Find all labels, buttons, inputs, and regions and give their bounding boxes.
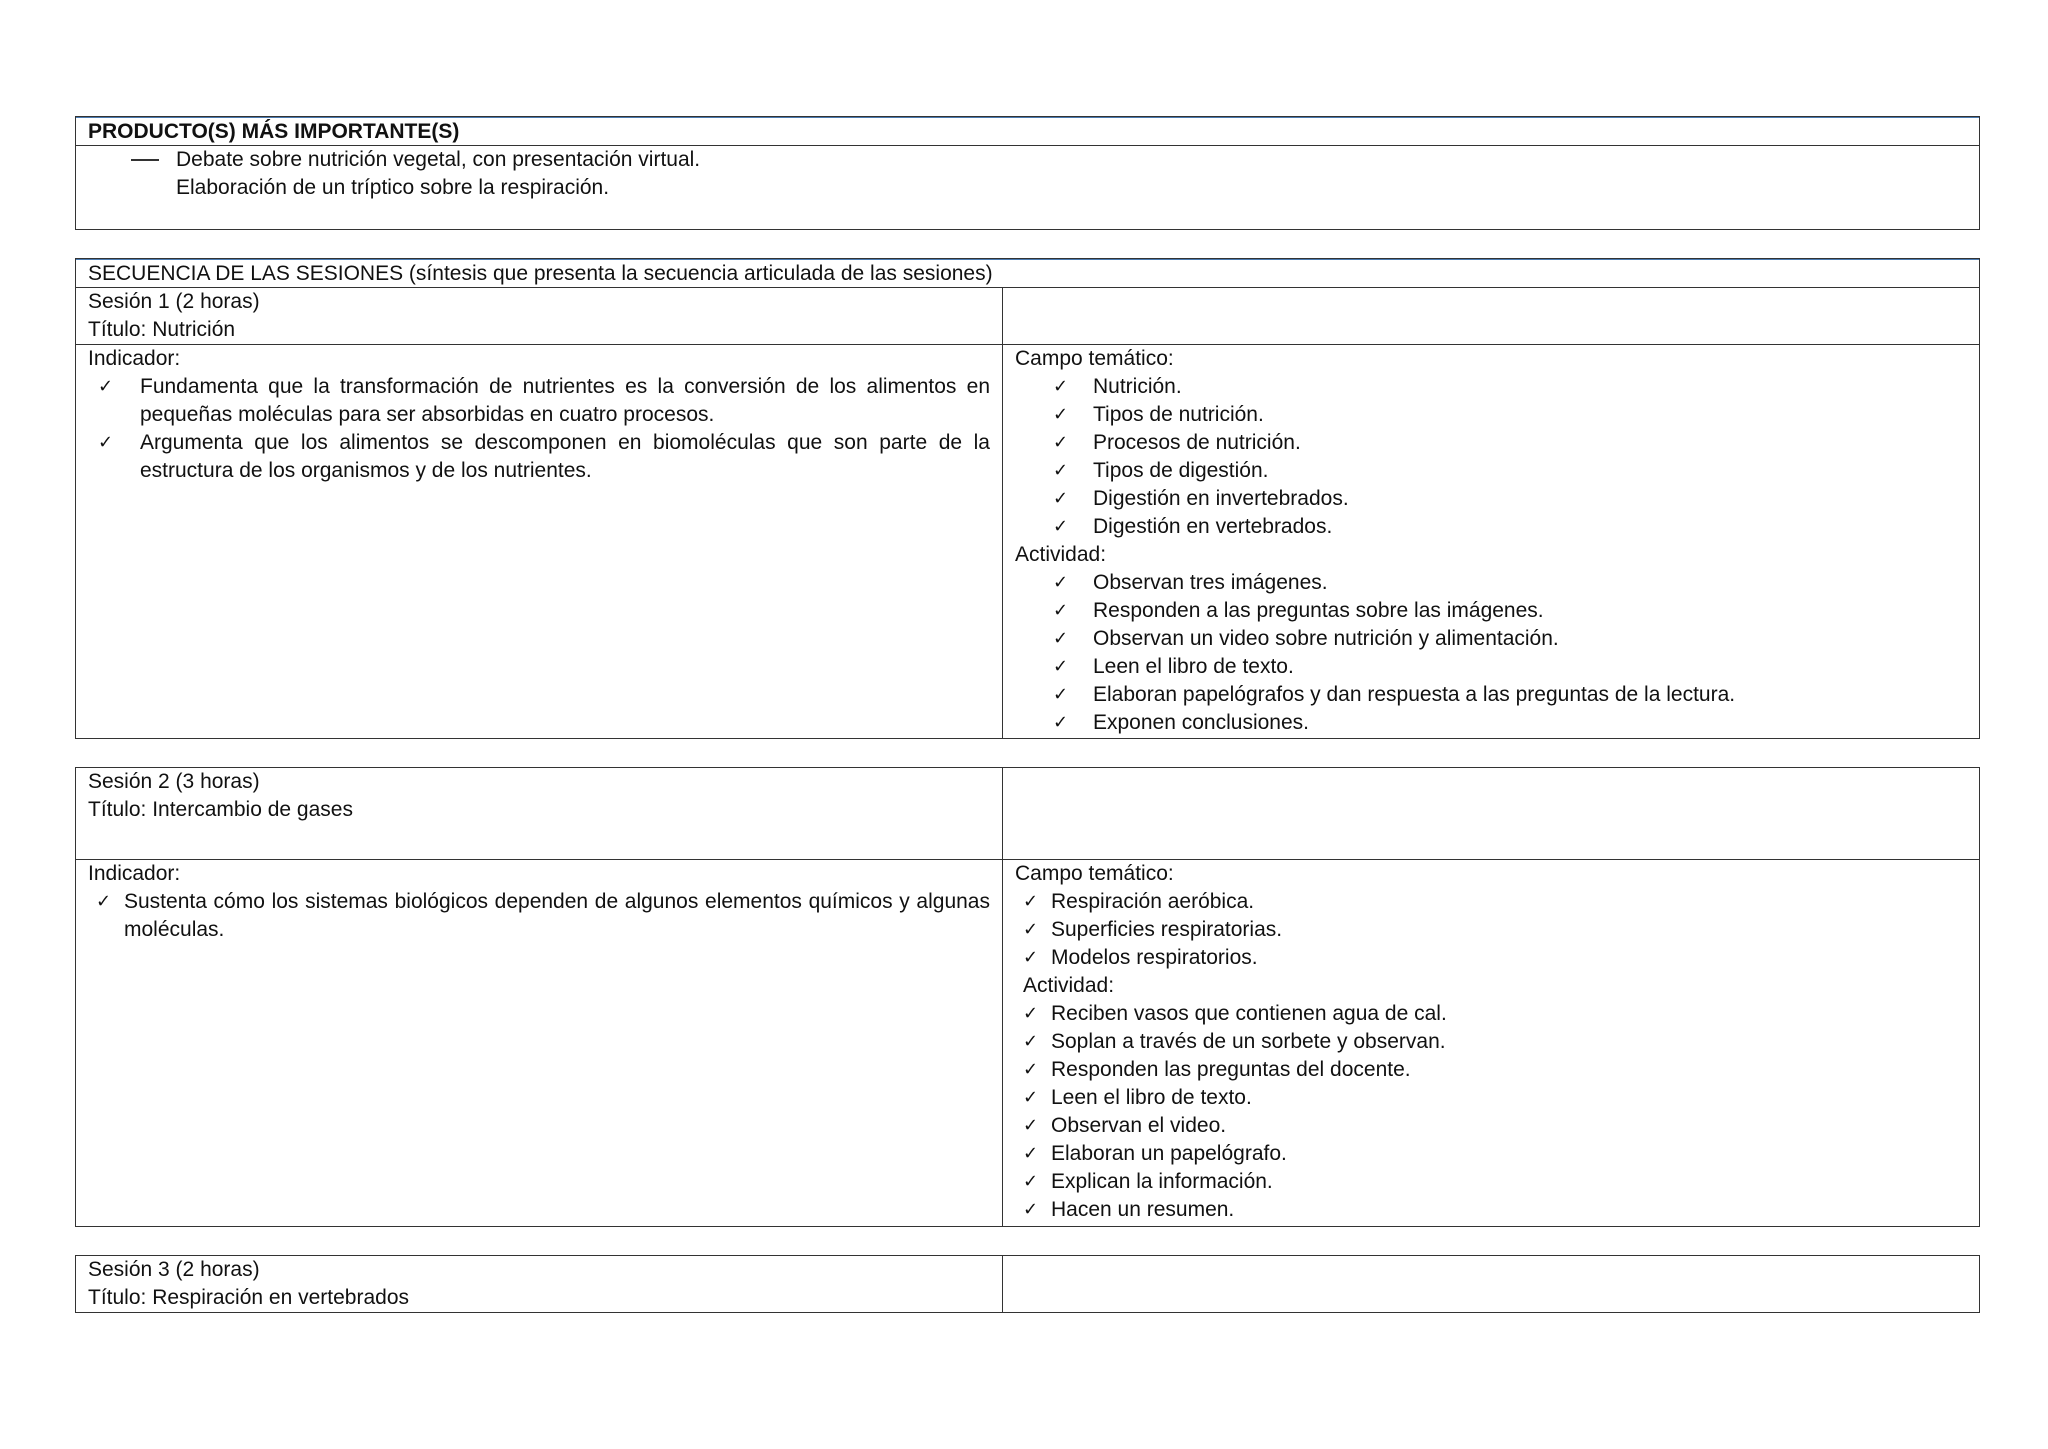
check-icon: ✓	[98, 376, 114, 397]
check-icon: ✓	[1023, 1031, 1039, 1052]
session-subtitle: Título: Intercambio de gases	[88, 798, 353, 821]
actividad-list	[1015, 1000, 1967, 1224]
list-item: ✓ Reciben vasos que contienen agua de cal.	[1015, 1000, 1967, 1028]
list-item: ✓ Elaboran un papelógrafo.	[1015, 1140, 1967, 1168]
sesion3-title-cell	[76, 1256, 1003, 1312]
check-icon: ✓	[1053, 712, 1069, 733]
empty-cell	[1003, 1256, 1979, 1312]
empty-cell	[1003, 288, 1979, 344]
dash-bullet-icon	[131, 159, 159, 161]
campo-cell	[1003, 345, 1979, 738]
indicador-list	[88, 888, 990, 944]
check-icon: ✓	[1023, 891, 1039, 912]
productos-table	[75, 116, 1980, 230]
sesion2-table	[75, 767, 1980, 1227]
check-icon: ✓	[1053, 656, 1069, 677]
campo-label: Campo temático:	[1015, 347, 1174, 370]
list-item: ✓ Tipos de nutrición.	[1015, 401, 1967, 429]
list-item: ✓ Observan el video.	[1015, 1112, 1967, 1140]
check-icon: ✓	[1023, 1199, 1039, 1220]
sesion2-title-cell	[76, 768, 1003, 859]
list-item: ✓ Argumenta que los alimentos se descomponen en biomoléculas que son parte de la estructura de los organismos y de los nutrientes.	[98, 431, 990, 482]
sesion2-content-row	[76, 859, 1979, 1226]
check-icon: ✓	[1053, 600, 1069, 621]
indicador-list	[88, 373, 990, 485]
productos-item: Debate sobre nutrición vegetal, con presentación virtual.	[76, 146, 1979, 174]
check-icon: ✓	[1053, 460, 1069, 481]
campo-list	[1015, 373, 1967, 541]
list-item: ✓ Explican la información.	[1015, 1168, 1967, 1196]
check-icon: ✓	[1053, 432, 1069, 453]
check-icon: ✓	[1053, 404, 1069, 425]
check-icon: ✓	[1023, 947, 1039, 968]
indicador-cell	[76, 345, 1003, 738]
list-item: ✓ Observan un video sobre nutrición y alimentación.	[1015, 625, 1967, 653]
productos-header: PRODUCTO(S) MÁS IMPORTANTE(S)	[76, 117, 1979, 146]
session-title: Sesión 1 (2 horas)	[88, 290, 260, 313]
actividad-label: Actividad:	[1023, 974, 1115, 997]
list-item: ✓ Responden a las preguntas sobre las imágenes.	[1015, 597, 1967, 625]
list-item: ✓ Nutrición.	[1015, 373, 1967, 401]
check-icon: ✓	[1053, 684, 1069, 705]
indicador-label: Indicador:	[88, 347, 181, 370]
check-icon: ✓	[1053, 516, 1069, 537]
sesion3-table	[75, 1255, 1980, 1313]
check-icon: ✓	[1053, 376, 1069, 397]
list-item: ✓ Digestión en invertebrados.	[1015, 485, 1967, 513]
session-subtitle: Título: Respiración en vertebrados	[88, 1286, 409, 1309]
productos-body	[76, 146, 1979, 229]
session-title: Sesión 2 (3 horas)	[88, 770, 260, 793]
secuencia-header: SECUENCIA DE LAS SESIONES (síntesis que presenta la secuencia articulada de las sesiones)	[76, 259, 1979, 288]
check-icon: ✓	[1023, 1003, 1039, 1024]
indicador-label: Indicador:	[88, 862, 181, 885]
session-title: Sesión 3 (2 horas)	[88, 1258, 260, 1281]
campo-cell	[1003, 860, 1979, 1226]
list-item: ✓ Leen el libro de texto.	[1015, 1084, 1967, 1112]
check-icon: ✓	[1023, 919, 1039, 940]
sesion2-title-row	[76, 768, 1979, 859]
list-item: ✓ Observan tres imágenes.	[1015, 569, 1967, 597]
sesion1-content-row	[76, 344, 1979, 738]
check-icon: ✓	[1053, 572, 1069, 593]
empty-cell	[1003, 768, 1979, 859]
check-icon: ✓	[1023, 1143, 1039, 1164]
check-icon: ✓	[1023, 1087, 1039, 1108]
campo-list	[1015, 888, 1967, 972]
list-item: ✓ Procesos de nutrición.	[1015, 429, 1967, 457]
list-item: ✓ Tipos de digestión.	[1015, 457, 1967, 485]
campo-label: Campo temático:	[1015, 862, 1174, 885]
sesion1-table	[75, 258, 1980, 739]
list-item: ✓ Responden las preguntas del docente.	[1015, 1056, 1967, 1084]
sesion1-title-cell	[76, 288, 1003, 344]
check-icon: ✓	[1023, 1059, 1039, 1080]
list-item: ✓ Modelos respiratorios.	[1015, 944, 1967, 972]
sesion3-title-row	[76, 1256, 1979, 1312]
list-item: ✓ Hacen un resumen.	[1015, 1196, 1967, 1224]
productos-item: Elaboración de un tríptico sobre la respiración.	[176, 176, 610, 199]
list-item: ✓ Leen el libro de texto.	[1015, 653, 1967, 681]
actividad-list	[1015, 569, 1967, 737]
list-item: ✓ Elaboran papelógrafos y dan respuesta a las preguntas de la lectura.	[1015, 681, 1967, 709]
list-item: ✓ Sustenta cómo los sistemas biológicos dependen de algunos elementos químicos y algunas moléculas.	[96, 890, 990, 941]
list-item: ✓ Fundamenta que la transformación de nutrientes es la conversión de los alimentos en pequeñas moléculas para ser absorbidas en cuatro procesos.	[98, 375, 990, 426]
session-subtitle: Título: Nutrición	[88, 318, 236, 341]
list-item: ✓ Digestión en vertebrados.	[1015, 513, 1967, 541]
list-item: ✓ Respiración aeróbica.	[1015, 888, 1967, 916]
list-item: ✓ Superficies respiratorias.	[1015, 916, 1967, 944]
list-item: ✓ Exponen conclusiones.	[1015, 709, 1967, 737]
list-item: ✓ Soplan a través de un sorbete y observan.	[1015, 1028, 1967, 1056]
check-icon: ✓	[98, 432, 114, 453]
check-icon: ✓	[96, 891, 112, 912]
check-icon: ✓	[1023, 1171, 1039, 1192]
actividad-label: Actividad:	[1015, 543, 1107, 566]
check-icon: ✓	[1053, 628, 1069, 649]
check-icon: ✓	[1023, 1115, 1039, 1136]
check-icon: ✓	[1053, 488, 1069, 509]
sesion1-title-row	[76, 288, 1979, 344]
indicador-cell	[76, 860, 1003, 1226]
